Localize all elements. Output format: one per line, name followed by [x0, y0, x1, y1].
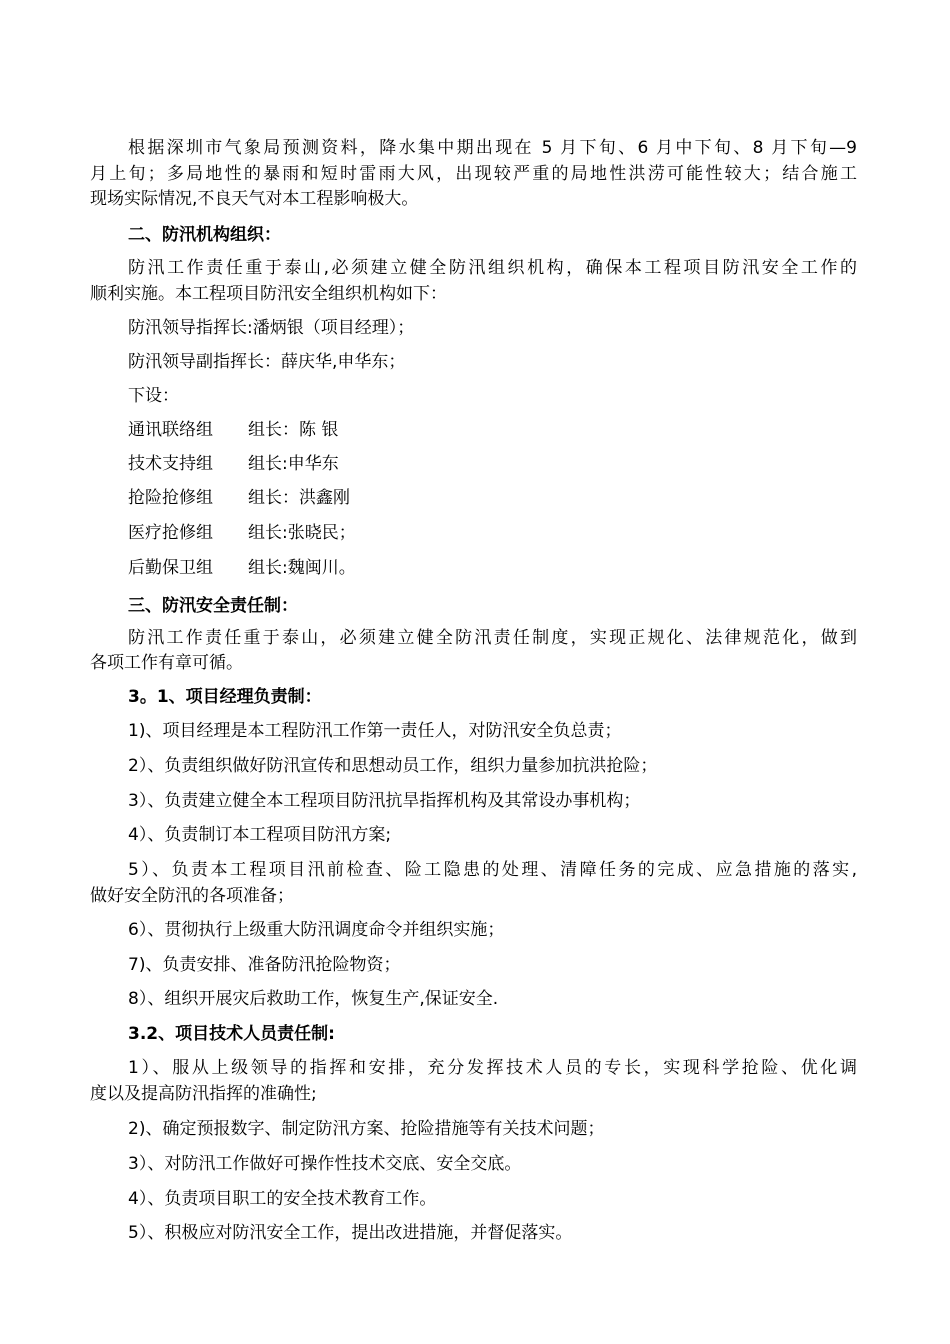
- group-name: 医疗抢修组: [128, 523, 213, 543]
- group-name: 技术支持组: [128, 454, 213, 474]
- list-item: 4）、负责项目职工的安全技术教育工作。: [128, 1189, 437, 1209]
- group-name: 后勤保卫组: [128, 558, 213, 578]
- list-item: 3）、对防汛工作做好可操作性技术交底、安全交底。: [128, 1154, 522, 1174]
- section-2-para-line-2: 顺利实施。本工程项目防汛安全组织机构如下：: [90, 284, 447, 304]
- list-item-line-2: 度以及提高防汛指挥的准确性;: [90, 1084, 317, 1104]
- subsection-3-1-heading: 3。1、项目经理负责制：: [128, 687, 322, 707]
- list-item: 1)、项目经理是本工程防汛工作第一责任人，对防汛安全负总责；: [128, 721, 622, 741]
- section-3-para-line-2: 各项工作有章可循。: [90, 653, 243, 673]
- commander-line: 防汛领导指挥长:潘炳银（项目经理）；: [128, 318, 415, 338]
- group-leader: 组长:申华东: [248, 454, 339, 474]
- group-name: 通讯联络组: [128, 420, 213, 440]
- intro-line-2: 月上旬；多局地性的暴雨和短时雷雨大风，出现较严重的局地性洪涝可能性较大；结合施工: [90, 164, 857, 184]
- list-item: 2)、确定预报数字、制定防汛方案、抢险措施等有关技术问题；: [128, 1119, 605, 1139]
- list-item: 4）、负责制订本工程项目防汛方案;: [128, 825, 392, 845]
- list-item: 2）、负责组织做好防汛宣传和思想动员工作，组织力量参加抗洪抢险；: [128, 756, 658, 776]
- vice-commander-line: 防汛领导副指挥长：薛庆华,申华东；: [128, 352, 406, 372]
- group-row: [128, 521, 356, 545]
- intro-line-1: 根据深圳市气象局预测资料，降水集中期出现在 5 月下旬、6 月中下旬、8 月下旬—9: [128, 138, 857, 158]
- group-leader: 组长:魏闽川。: [248, 558, 356, 578]
- sub-label: 下设：: [128, 386, 179, 406]
- group-leader: 组长：洪鑫刚: [248, 488, 350, 508]
- list-item: 7)、负责安排、准备防汛抢险物资；: [128, 955, 401, 975]
- group-leader: 组长：陈 银: [248, 420, 339, 440]
- group-name: 抢险抢修组: [128, 488, 213, 508]
- intro-line-3: 现场实际情况,不良天气对本工程影响极大。: [90, 189, 419, 209]
- section-2-para-line-1: 防汛工作责任重于泰山,必须建立健全防汛组织机构，确保本工程项目防汛安全工作的: [128, 258, 857, 278]
- list-item-line-1: 1）、服从上级领导的指挥和安排，充分发挥技术人员的专长，实现科学抢险、优化调: [128, 1058, 857, 1078]
- section-3-heading: 三、防汛安全责任制：: [128, 596, 298, 616]
- group-row: [128, 452, 339, 476]
- list-item: 6）、贯彻执行上级重大防汛调度命令并组织实施；: [128, 920, 505, 940]
- group-row: [128, 556, 356, 580]
- group-row: [128, 418, 338, 442]
- list-item: 5）、积极应对防汛安全工作，提出改进措施，并督促落实。: [128, 1223, 573, 1243]
- list-item-line-2: 做好安全防汛的各项准备；: [90, 886, 294, 906]
- section-3-para-line-1: 防汛工作责任重于泰山，必须建立健全防汛责任制度，实现正规化、法律规范化，做到: [128, 628, 857, 648]
- section-2-heading: 二、防汛机构组织：: [128, 225, 281, 245]
- group-leader: 组长:张晓民；: [248, 523, 356, 543]
- list-item: 3）、负责建立健全本工程项目防汛抗旱指挥机构及其常设办事机构；: [128, 791, 641, 811]
- list-item: 8）、组织开展灾后救助工作，恢复生产,保证安全.: [128, 989, 499, 1009]
- subsection-3-2-heading: 3.2、项目技术人员责任制:: [128, 1024, 335, 1044]
- group-row: [128, 486, 350, 510]
- list-item-line-1: 5）、负责本工程项目汛前检查、险工隐患的处理、清障任务的完成、应急措施的落实,: [128, 860, 857, 880]
